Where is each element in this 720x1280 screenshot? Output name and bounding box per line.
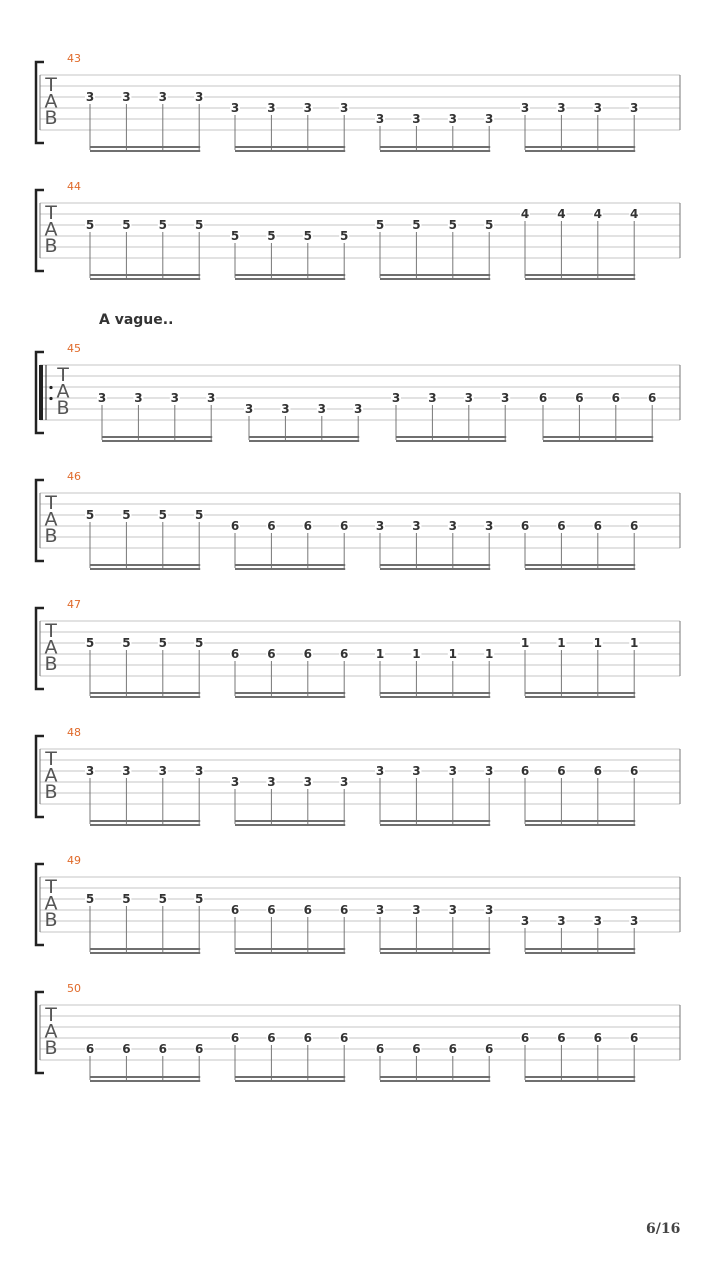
fret-number: 6	[267, 519, 276, 533]
fret-number: 4	[630, 207, 639, 221]
sixteenth-beam-2	[90, 278, 200, 280]
measure-number: 47	[67, 598, 81, 611]
fret-number: 6	[611, 391, 620, 405]
fret-number: 4	[520, 207, 530, 221]
system-50	[36, 982, 680, 1082]
sixteenth-beam-2	[525, 696, 635, 698]
fret-number: 5	[122, 218, 131, 232]
section-marker: A vague..	[99, 312, 174, 328]
fret-number: 6	[593, 519, 602, 533]
fret-number: 6	[575, 391, 584, 405]
fret-number: 5	[85, 218, 95, 232]
sixteenth-beam-1	[380, 948, 490, 950]
tab-clef-letter: B	[44, 107, 58, 129]
fret-number: 5	[375, 218, 385, 232]
fret-number: 3	[317, 402, 326, 416]
fret-number: 3	[281, 402, 290, 416]
tab-clef-letter: A	[44, 1020, 58, 1043]
fret-number: 6	[520, 1031, 530, 1045]
fret-number: 5	[85, 508, 95, 522]
system-43	[36, 52, 680, 152]
tab-clef-letter: T	[45, 74, 57, 96]
sixteenth-beam-2	[525, 150, 635, 152]
fret-number: 3	[557, 914, 566, 928]
tab-clef-letter: A	[44, 764, 58, 787]
fret-number: 5	[122, 508, 131, 522]
fret-number: 3	[267, 775, 276, 789]
sixteenth-beam-1	[525, 274, 635, 276]
sixteenth-beam-2	[380, 696, 490, 698]
tab-clef-letter: A	[44, 90, 58, 113]
measure-number: 46	[67, 470, 81, 483]
fret-number: 5	[85, 892, 95, 906]
fret-number: 3	[448, 764, 457, 778]
fret-number: 3	[354, 402, 363, 416]
tab-clef-letter: A	[44, 636, 58, 659]
sixteenth-beam-1	[235, 274, 345, 276]
tab-clef-letter: T	[57, 364, 69, 386]
fret-number: 5	[340, 229, 349, 243]
fret-number: 3	[375, 903, 385, 917]
measure-number: 50	[67, 982, 81, 995]
tab-clef-letter: A	[44, 892, 58, 915]
fret-number: 3	[340, 101, 349, 115]
repeat-thick-bar	[39, 365, 43, 420]
fret-number: 5	[122, 636, 131, 650]
sixteenth-beam-2	[235, 568, 345, 570]
fret-number: 1	[520, 636, 530, 650]
repeat-dot	[49, 397, 52, 400]
fret-number: 6	[303, 647, 312, 661]
fret-number: 5	[122, 892, 131, 906]
sixteenth-beam-2	[90, 1080, 200, 1082]
fret-number: 3	[375, 112, 385, 126]
fret-number: 6	[303, 1031, 312, 1045]
sixteenth-beam-1	[380, 146, 490, 148]
tab-clef-letter: T	[45, 620, 57, 642]
fret-number: 6	[630, 519, 639, 533]
fret-number: 6	[593, 764, 602, 778]
fret-number: 6	[340, 1031, 349, 1045]
system-48	[36, 726, 680, 826]
fret-number: 6	[230, 903, 240, 917]
sixteenth-beam-1	[235, 692, 345, 694]
fret-number: 5	[158, 508, 167, 522]
sixteenth-beam-1	[90, 274, 200, 276]
sixteenth-beam-2	[380, 952, 490, 954]
fret-number: 6	[303, 903, 312, 917]
fret-number: 6	[267, 903, 276, 917]
system-46	[36, 470, 680, 570]
fret-number: 3	[448, 903, 457, 917]
fret-number: 5	[485, 218, 494, 232]
fret-number: 3	[464, 391, 473, 405]
fret-number: 3	[412, 519, 421, 533]
fret-number: 3	[122, 90, 131, 104]
fret-number: 3	[340, 775, 349, 789]
fret-number: 1	[593, 636, 602, 650]
tab-clef-letter: A	[44, 508, 58, 531]
sixteenth-beam-1	[380, 692, 490, 694]
sixteenth-beam-1	[235, 948, 345, 950]
fret-number: 3	[485, 519, 494, 533]
fret-number: 4	[557, 207, 566, 221]
fret-number: 6	[267, 647, 276, 661]
measure-number: 48	[67, 726, 81, 739]
fret-number: 3	[85, 764, 95, 778]
fret-number: 3	[485, 764, 494, 778]
sixteenth-beam-1	[525, 820, 635, 822]
fret-number: 6	[230, 1031, 240, 1045]
fret-number: 1	[448, 647, 457, 661]
fret-number: 3	[485, 112, 494, 126]
sixteenth-beam-2	[525, 568, 635, 570]
sixteenth-beam-2	[380, 568, 490, 570]
fret-number: 3	[303, 775, 312, 789]
sixteenth-beam-2	[235, 1080, 345, 1082]
fret-number: 6	[122, 1042, 131, 1056]
fret-number: 6	[520, 519, 530, 533]
sixteenth-beam-2	[525, 952, 635, 954]
fret-number: 3	[593, 101, 602, 115]
sixteenth-beam-2	[543, 440, 653, 442]
repeat-dot	[49, 386, 52, 389]
sixteenth-beam-1	[249, 436, 359, 438]
fret-number: 3	[85, 90, 95, 104]
tab-clef-letter: A	[44, 218, 58, 241]
page-number: 6/16	[646, 1221, 681, 1237]
sixteenth-beam-1	[525, 564, 635, 566]
fret-number: 5	[195, 892, 204, 906]
fret-number: 3	[207, 391, 216, 405]
sixteenth-beam-1	[90, 1076, 200, 1078]
fret-number: 3	[122, 764, 131, 778]
sixteenth-beam-2	[90, 824, 200, 826]
tab-clef-letter: T	[45, 876, 57, 898]
fret-number: 5	[195, 636, 204, 650]
measure-number: 45	[67, 342, 81, 355]
fret-number: 3	[134, 391, 143, 405]
fret-number: 3	[501, 391, 510, 405]
fret-number: 6	[557, 1031, 566, 1045]
sixteenth-beam-2	[249, 440, 359, 442]
sixteenth-beam-2	[90, 568, 200, 570]
fret-number: 6	[230, 647, 240, 661]
fret-number: 1	[485, 647, 494, 661]
sixteenth-beam-1	[380, 820, 490, 822]
fret-number: 5	[158, 218, 167, 232]
tab-clef-letter: T	[45, 1004, 57, 1026]
tab-clef-letter: B	[44, 781, 58, 803]
sixteenth-beam-1	[90, 564, 200, 566]
system-44	[36, 180, 680, 280]
sixteenth-beam-1	[525, 948, 635, 950]
fret-number: 6	[557, 519, 566, 533]
fret-number: 3	[267, 101, 276, 115]
fret-number: 6	[303, 519, 312, 533]
fret-number: 5	[195, 508, 204, 522]
sixteenth-beam-2	[235, 696, 345, 698]
tab-clef-letter: B	[44, 653, 58, 675]
sixteenth-beam-2	[380, 824, 490, 826]
fret-number: 3	[557, 101, 566, 115]
fret-number: 6	[375, 1042, 385, 1056]
fret-number: 6	[520, 764, 530, 778]
fret-number: 5	[267, 229, 276, 243]
fret-number: 3	[448, 112, 457, 126]
fret-number: 6	[630, 764, 639, 778]
sixteenth-beam-1	[235, 564, 345, 566]
sixteenth-beam-2	[90, 696, 200, 698]
fret-number: 3	[170, 391, 179, 405]
fret-number: 6	[448, 1042, 457, 1056]
fret-number: 3	[412, 764, 421, 778]
tab-clef-letter: B	[44, 1037, 58, 1059]
sixteenth-beam-1	[525, 1076, 635, 1078]
fret-number: 6	[412, 1042, 421, 1056]
sixteenth-beam-1	[90, 146, 200, 148]
system-47	[36, 598, 680, 698]
sixteenth-beam-2	[235, 150, 345, 152]
sixteenth-beam-1	[380, 274, 490, 276]
sixteenth-beam-2	[525, 278, 635, 280]
tab-clef-letter: B	[44, 525, 58, 547]
fret-number: 3	[375, 519, 385, 533]
tab-clef-letter: B	[44, 909, 58, 931]
fret-number: 3	[391, 391, 401, 405]
fret-number: 6	[230, 519, 240, 533]
sixteenth-beam-2	[525, 824, 635, 826]
fret-number: 6	[593, 1031, 602, 1045]
fret-number: 6	[557, 764, 566, 778]
fret-number: 3	[97, 391, 107, 405]
fret-number: 3	[303, 101, 312, 115]
sixteenth-beam-1	[235, 820, 345, 822]
sixteenth-beam-2	[235, 824, 345, 826]
sixteenth-beam-1	[90, 948, 200, 950]
fret-number: 1	[375, 647, 385, 661]
fret-number: 6	[267, 1031, 276, 1045]
fret-number: 6	[485, 1042, 494, 1056]
fret-number: 3	[593, 914, 602, 928]
sixteenth-beam-1	[235, 1076, 345, 1078]
fret-number: 5	[448, 218, 457, 232]
sixteenth-beam-2	[380, 150, 490, 152]
fret-number: 5	[195, 218, 204, 232]
sixteenth-beam-2	[90, 150, 200, 152]
sixteenth-beam-2	[235, 278, 345, 280]
sixteenth-beam-2	[235, 952, 345, 954]
fret-number: 5	[230, 229, 240, 243]
fret-number: 5	[158, 892, 167, 906]
fret-number: 4	[593, 207, 602, 221]
fret-number: 3	[412, 903, 421, 917]
fret-number: 3	[244, 402, 254, 416]
sixteenth-beam-1	[90, 820, 200, 822]
fret-number: 6	[340, 647, 349, 661]
fret-number: 3	[630, 914, 639, 928]
sixteenth-beam-1	[525, 146, 635, 148]
sixteenth-beam-2	[90, 952, 200, 954]
tab-clef-letter: T	[45, 492, 57, 514]
fret-number: 3	[520, 101, 530, 115]
fret-number: 5	[412, 218, 421, 232]
sixteenth-beam-2	[525, 1080, 635, 1082]
sixteenth-beam-1	[543, 436, 653, 438]
measure-number: 44	[67, 180, 81, 193]
fret-number: 1	[630, 636, 639, 650]
sixteenth-beam-2	[102, 440, 212, 442]
fret-number: 3	[412, 112, 421, 126]
fret-number: 3	[520, 914, 530, 928]
fret-number: 3	[195, 764, 204, 778]
sixteenth-beam-2	[396, 440, 506, 442]
fret-number: 3	[485, 903, 494, 917]
fret-number: 1	[557, 636, 566, 650]
tab-clef-letter: B	[44, 235, 58, 257]
fret-number: 3	[195, 90, 204, 104]
fret-number: 6	[630, 1031, 639, 1045]
fret-number: 3	[158, 90, 167, 104]
tab-clef-letter: A	[56, 380, 70, 403]
fret-number: 3	[448, 519, 457, 533]
fret-number: 5	[85, 636, 95, 650]
tab-clef-letter: T	[45, 748, 57, 770]
fret-number: 6	[538, 391, 548, 405]
fret-number: 5	[303, 229, 312, 243]
sixteenth-beam-1	[380, 1076, 490, 1078]
fret-number: 6	[195, 1042, 204, 1056]
fret-number: 6	[158, 1042, 167, 1056]
measure-number: 49	[67, 854, 81, 867]
sixteenth-beam-1	[525, 692, 635, 694]
fret-number: 3	[158, 764, 167, 778]
fret-number: 3	[428, 391, 437, 405]
system-49	[36, 854, 680, 954]
fret-number: 6	[648, 391, 657, 405]
fret-number: 3	[630, 101, 639, 115]
fret-number: 3	[375, 764, 385, 778]
sixteenth-beam-1	[235, 146, 345, 148]
tab-clef-letter: B	[56, 397, 70, 419]
sixteenth-beam-1	[380, 564, 490, 566]
sixteenth-beam-1	[396, 436, 506, 438]
fret-number: 3	[230, 775, 240, 789]
sixteenth-beam-1	[102, 436, 212, 438]
sixteenth-beam-2	[380, 278, 490, 280]
fret-number: 3	[230, 101, 240, 115]
fret-number: 5	[158, 636, 167, 650]
fret-number: 6	[340, 903, 349, 917]
fret-number: 6	[85, 1042, 95, 1056]
tab-clef-letter: T	[45, 202, 57, 224]
measure-number: 43	[67, 52, 81, 65]
fret-number: 6	[340, 519, 349, 533]
sixteenth-beam-2	[380, 1080, 490, 1082]
sixteenth-beam-1	[90, 692, 200, 694]
system-45	[36, 312, 680, 442]
fret-number: 1	[412, 647, 421, 661]
